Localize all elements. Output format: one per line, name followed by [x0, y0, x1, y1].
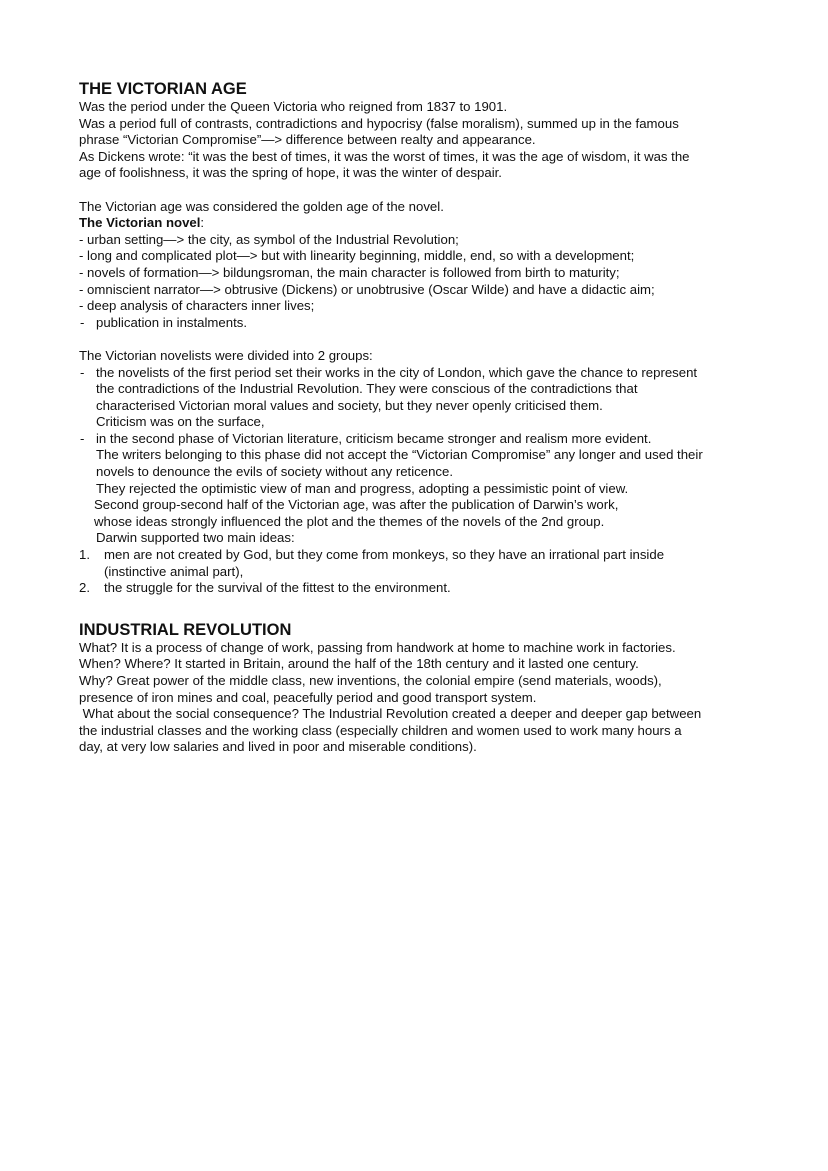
darwin-line: Darwin supported two main ideas: — [96, 530, 295, 546]
list-item: - omniscient narrator—> obtrusive (Dickens) or unobtrusive (Oscar Wilde) and have a didactic aim; — [79, 281, 655, 297]
item-number: 2. — [79, 580, 90, 596]
spacer — [79, 331, 759, 348]
group-two-line — [79, 431, 759, 448]
industrial-line: the industrial classes and the working class (especially children and women used to work many hours a — [79, 722, 682, 738]
industrial-line: When? Where? It started in Britain, around the half of the 18th century and it lasted one century. — [79, 656, 639, 672]
victorian-novel-heading-colon: : — [200, 215, 205, 231]
golden-age-line: The Victorian age was considered the golden age of the novel. — [79, 198, 444, 214]
list-item: - novels of formation—> bildungsroman, the main character is followed from birth to maturity; — [79, 264, 620, 280]
list-item: - urban setting—> the city, as symbol of the Industrial Revolution; — [79, 231, 459, 247]
darwin-line: Second group-second half of the Victorian age, was after the publication of Darwin’s work, — [94, 497, 619, 513]
list-item-text: publication in instalments. — [96, 314, 248, 330]
list-item: - deep analysis of characters inner lives; — [79, 298, 315, 314]
intro-line: As Dickens wrote: “it was the best of times, it was the worst of times, it was the age of wisdom, it was the — [79, 148, 690, 164]
dash-bullet: - — [80, 364, 85, 380]
group-two-text: in the second phase of Victorian literature, criticism became stronger and realism more evident. — [96, 430, 652, 446]
victorian-novel-list — [79, 232, 759, 332]
novelists-intro: The Victorian novelists were divided into 2 groups: — [79, 347, 373, 363]
section-spacer — [79, 597, 759, 621]
intro-line: age of foolishness, it was the spring of hope, it was the winter of despair. — [79, 165, 502, 181]
group-two — [79, 431, 759, 497]
victorian-novel-heading — [79, 215, 759, 232]
industrial-line: day, at very low salaries and lived in poor and miserable conditions). — [79, 739, 477, 755]
group-one-text: the novelists of the first period set their works in the city of London, which gave the chance to represent — [96, 364, 698, 380]
numbered-item-text: men are not created by God, but they come from monkeys, so they have an irrational part inside — [104, 547, 665, 563]
group-one-line: Criticism was on the surface, — [96, 414, 265, 430]
industrial-revolution-title: INDUSTRIAL REVOLUTION — [79, 620, 292, 639]
victorian-age-intro — [79, 99, 759, 182]
victorian-age-section — [79, 80, 759, 597]
spacer — [79, 182, 759, 199]
industrial-line: presence of iron mines and coal, peacefully period and good transport system. — [79, 689, 537, 705]
industrial-line: Why? Great power of the middle class, new inventions, the colonial empire (send materials, woods), — [79, 673, 662, 688]
group-one-line: the contradictions of the Industrial Revolution. They were conscious of the contradictions that — [96, 381, 638, 397]
victorian-age-title: THE VICTORIAN AGE — [79, 80, 247, 98]
group-one-line — [79, 365, 759, 382]
list-item: - long and complicated plot—> but with linearity beginning, middle, end, so with a development; — [79, 248, 635, 264]
item-number: 1. — [79, 547, 90, 563]
numbered-item — [79, 547, 759, 564]
dash-bullet: - — [80, 314, 85, 330]
list-item — [79, 315, 759, 332]
dash-bullet: - — [80, 430, 85, 446]
darwin-line: whose ideas strongly influenced the plot and the themes of the novels of the 2nd group. — [94, 513, 605, 529]
darwin-paragraph — [79, 497, 759, 547]
intro-line: phrase “Victorian Compromise”—> difference between realty and appearance. — [79, 132, 536, 148]
numbered-item-text: the struggle for the survival of the fittest to the environment. — [104, 580, 451, 596]
group-two-line: They rejected the optimistic view of man and progress, adopting a pessimistic point of view. — [96, 480, 629, 496]
intro-line: Was the period under the Queen Victoria who reigned from 1837 to 1901. — [79, 99, 508, 114]
group-two-line: novels to denounce the evils of society without any reticence. — [96, 464, 454, 480]
industrial-line: What? It is a process of change of work, passing from handwork at home to machine work in factories. — [79, 639, 676, 655]
industrial-line: What about the social consequence? The Industrial Revolution created a deeper and deeper gap between — [79, 706, 702, 722]
numbered-item-continuation: (instinctive animal part), — [104, 563, 244, 579]
intro-line: Was a period full of contrasts, contradictions and hypocrisy (false moralism), summed up in the famous — [79, 115, 679, 131]
document-content — [79, 80, 759, 756]
victorian-novel-heading-text: The Victorian novel — [79, 215, 201, 231]
group-one — [79, 365, 759, 431]
group-two-line: The writers belonging to this phase did not accept the “Victorian Compromise” any longer and used their — [96, 447, 703, 463]
group-one-line: characterised Victorian moral values and society, but they never openly criticised them. — [96, 397, 603, 413]
industrial-revolution-section — [79, 621, 759, 756]
darwin-ideas-list — [79, 547, 759, 597]
numbered-item — [79, 580, 759, 597]
